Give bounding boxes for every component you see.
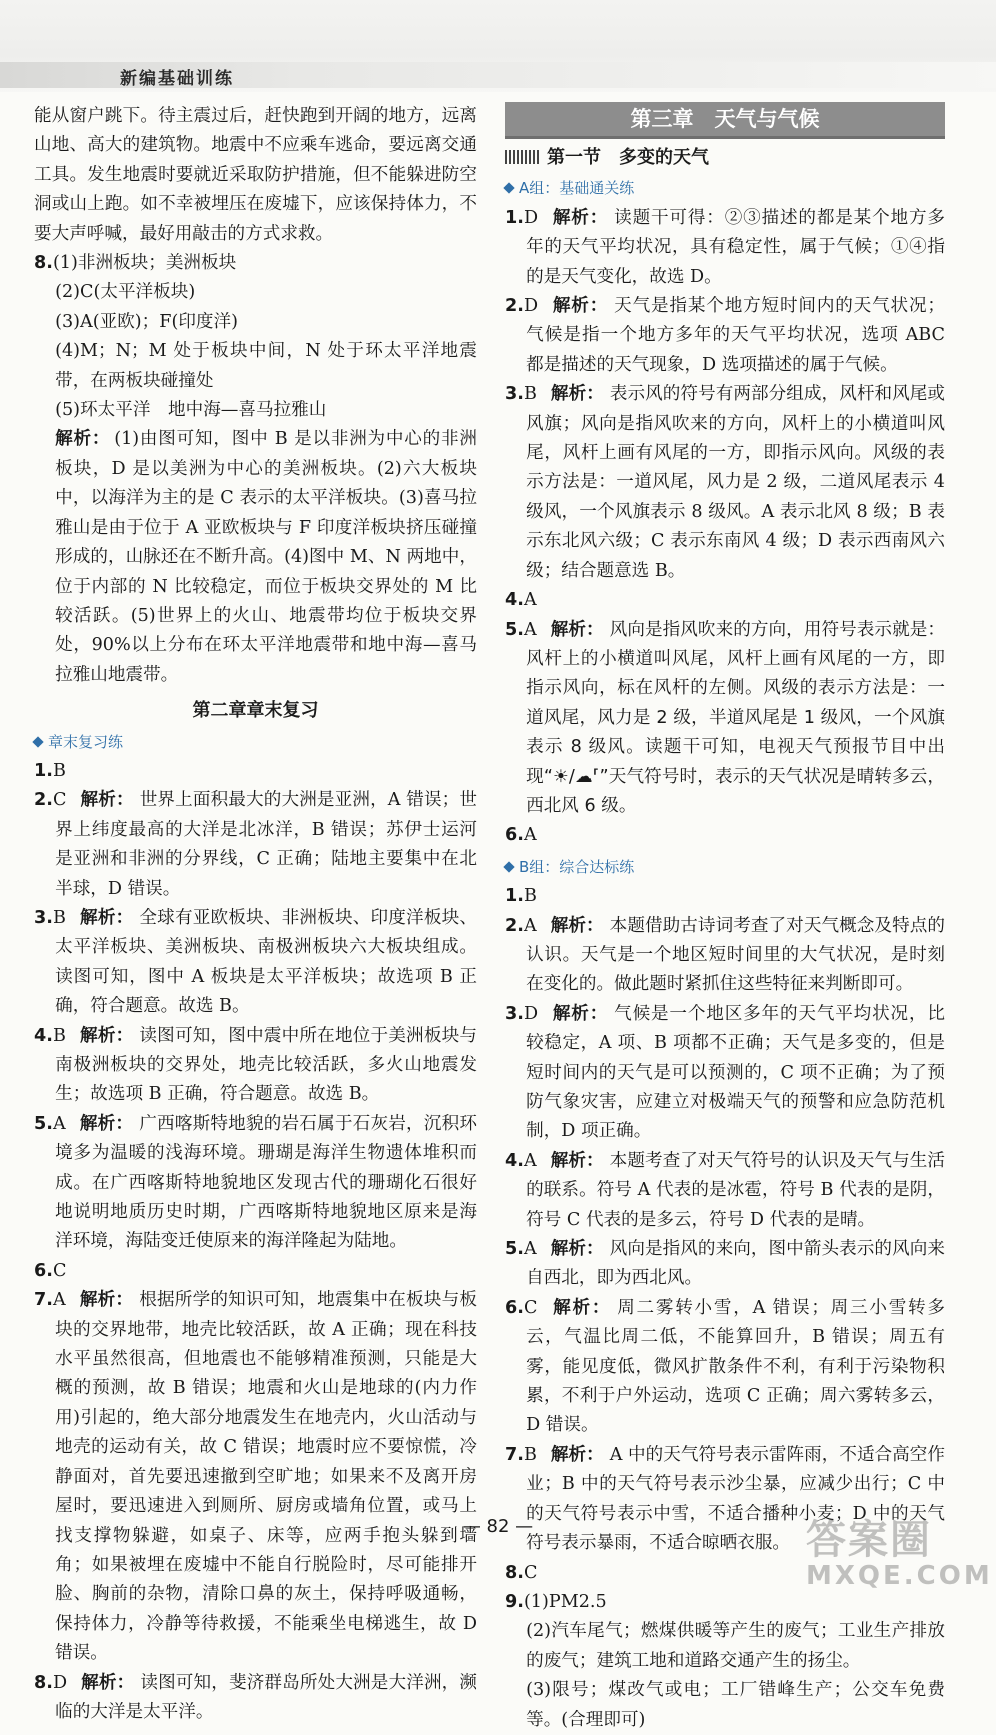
- chapter-title: 第三章 天气与气候: [505, 102, 945, 139]
- b-item: [505, 912, 945, 1000]
- item-answer: B: [52, 760, 66, 781]
- q9-part-2: (2)汽车尾气；燃煤供暖等产生的废气；工业生产排放的废气；建筑工地和道路交通产生的扬尘。: [526, 1621, 945, 1671]
- analysis-label: 解析：: [550, 915, 604, 936]
- q8-number: 8.: [34, 253, 53, 274]
- item-number: 4.: [505, 1150, 524, 1171]
- group-b-text: B组：综合达标练: [519, 857, 635, 876]
- item-answer: B: [523, 384, 537, 405]
- a-item: [505, 616, 945, 822]
- analysis-label: 解析：: [551, 1297, 612, 1318]
- q9-number: 9.: [505, 1591, 524, 1612]
- item-number: 6.: [34, 1260, 53, 1281]
- analysis-label: 解析：: [79, 1025, 134, 1046]
- chapter-review-title: 第二章章末复习: [192, 700, 319, 722]
- analysis-text: 读图可知，斐济群岛所处大洲是大洋洲，濒临的大洋是太平洋。: [55, 1672, 477, 1722]
- item-answer: A: [52, 1113, 66, 1134]
- q9-part-1: (1)PM2.5: [523, 1591, 607, 1612]
- review-item: [34, 1669, 477, 1728]
- item-number: 7.: [34, 1290, 53, 1311]
- analysis-text: 本题借助古诗词考查了对天气概念及特点的认识。天气是一个地区短时间里的大气状况，是时刻在变化的。做此题时紧抓住这些特征来判断即可。: [526, 915, 945, 995]
- item-number: 2.: [505, 296, 524, 317]
- item-answer: C: [523, 1562, 538, 1583]
- item-answer: B: [52, 907, 66, 928]
- analysis-label: 解析：: [550, 1444, 604, 1465]
- watermark-line-1: 答案圈: [806, 1517, 932, 1563]
- item-number: 2.: [505, 915, 524, 936]
- group-a-label: [505, 174, 945, 203]
- group-b-label: [505, 853, 945, 882]
- a-item: [505, 204, 945, 292]
- review-item: [34, 1257, 477, 1286]
- a-item: [505, 380, 945, 586]
- item-answer: D: [523, 296, 539, 317]
- b-item: [505, 1235, 945, 1294]
- analysis-label: 解析：: [80, 790, 134, 811]
- analysis-label: 解析：: [550, 384, 604, 405]
- a-item: [505, 821, 945, 850]
- analysis-label: 解析：: [552, 1003, 609, 1024]
- page-header-band: [0, 0, 996, 92]
- item-number: 1.: [505, 886, 524, 907]
- b-item: [505, 1147, 945, 1235]
- item-number: 8.: [505, 1562, 524, 1583]
- q8-part-4: (4)M；N；M 处于板块中间，N 处于环太平洋地震带，在两板块碰撞处: [55, 341, 477, 391]
- item-answer: D: [523, 1003, 539, 1024]
- review-item: [34, 1110, 477, 1257]
- item-number: 6.: [505, 1297, 524, 1318]
- item-number: 5.: [505, 1239, 524, 1260]
- a-item: [505, 586, 945, 615]
- item-number: 8.: [34, 1672, 53, 1693]
- item-answer: B: [52, 1025, 66, 1046]
- item-number: 3.: [505, 384, 524, 405]
- item-answer: D: [52, 1672, 68, 1693]
- item-answer: D: [523, 207, 539, 228]
- item-answer: C: [52, 1260, 67, 1281]
- item-number: 1.: [34, 760, 53, 781]
- q8-part-2: (2)C(太平洋板块): [55, 282, 196, 303]
- review-group-label: [34, 728, 477, 757]
- review-item: [34, 904, 477, 1022]
- analysis-text: A 中的天气符号表示雷阵雨，不适合高空作业；B 中的天气符号表示沙尘暴，应减少出行；C 中的天气符号表示中雪，不适合播种小麦；D 中的天气符号表示暴雨，不适合晾晒衣服。: [526, 1444, 945, 1554]
- watermark-logo: [806, 1508, 993, 1591]
- analysis-text: 广西喀斯特地貌的岩石属于石灰岩，沉积环境多为温暖的浅海环境。珊瑚是海洋生物遗体堆积而成。在广西喀斯特地貌地区发现古代的珊瑚化石很好地说明地质历史时期，广西喀斯特地貌地区原来是海洋环境，海陆变迁使原来的海洋隆起为陆地。: [55, 1113, 477, 1252]
- item-number: 4.: [34, 1025, 53, 1046]
- item-number: 6.: [505, 825, 524, 846]
- watermark-line-2: MXQE.COM: [806, 1561, 993, 1591]
- book-logo: 新编基础训练: [120, 69, 234, 89]
- analysis-label: 解析：: [79, 1290, 134, 1311]
- diamond-icon: [32, 736, 43, 747]
- item-number: 4.: [505, 590, 524, 611]
- item-answer: B: [523, 1444, 537, 1465]
- right-column: [505, 102, 945, 1735]
- analysis-text: 气候是一个地区多年的天气平均状况，比较稳定，A 项、B 项都不正确；天气是多变的，但是短时间内的天气是可以预测的，C 项不正确；为了预防气象灾害，应建立对极端天气的预警和应急防范机制，D 项正确。: [526, 1003, 945, 1142]
- item-answer: C: [52, 790, 67, 811]
- review-item: [34, 786, 477, 904]
- diamond-icon: [503, 183, 514, 194]
- stripes-icon: [505, 150, 539, 164]
- item-answer: B: [523, 886, 537, 907]
- item-answer: A: [523, 619, 537, 640]
- intro-paragraph: 能从窗户跳下。待主震过后，赶快跑到开阔的地方，远离山地、高大的建筑物。地震中不应乘车逃命，要远离交通工具。发生地震时要就近采取防护措施，但不能躲进防空洞或山上跑。如不幸被埋压在废墟下，应该保持体力，不要大声呼喊，最好用敲击的方式求救。: [34, 106, 477, 244]
- analysis-text: 全球有亚欧板块、非洲板块、印度洋板块、太平洋板块、美洲板块、南极洲板块六大板块组成。读图可知，图中 A 板块是太平洋板块；故选项 B 正确，符合题意。故选 B。: [55, 907, 477, 1017]
- analysis-text: 本题考查了对天气符号的认识及天气与生活的联系。符号 A 代表的是冰雹，符号 B 代表的是阴，符号 C 代表的是多云，符号 D 代表的是晴。: [526, 1150, 945, 1230]
- analysis-label: 解析：: [550, 1150, 604, 1171]
- analysis-text: 读题干可得：②③描述的都是某个地方多年的天气平均状况，具有稳定性，属于气候；①④指的是天气变化，故选 D。: [526, 207, 945, 287]
- item-number: 2.: [34, 790, 53, 811]
- analysis-label: 解析：: [550, 1239, 604, 1260]
- analysis-label: 解析：: [79, 907, 134, 928]
- review-items: [34, 757, 477, 1727]
- q8-part-1: (1)非洲板块；美洲板块: [52, 253, 237, 274]
- review-item: [34, 1286, 477, 1668]
- b-item: [505, 1000, 945, 1147]
- page-number: — 82 —: [462, 1516, 534, 1537]
- analysis-text: 根据所学的知识可知，地震集中在板块与板块的交界地带，地壳比较活跃，故 A 正确；现在科技水平虽然很高，但地震也不能够精准预测，只能是大概的预测，故 B 错误；地震和火山是地球的(内力作用)引起的，绝大部分地震发生在地壳内，火山活动与地壳的运动有关，故 C 错误；地震时应不要惊慌，冷静面对，首先要迅速撤到空旷地；如果来不及离开房屋时，要迅速进入到厕所、厨房或墙角位置，或马上找支撑物躲避，如桌子、床等，应两手抱头躲到墙角；如果被埋在废墟中不能自行脱险时，尽可能排开脸、胸前的杂物，清除口鼻的灰土，保持呼吸通畅，保持体力，冷静等待救援，不能乘坐电梯逃生，故 D 错误。: [55, 1290, 477, 1664]
- q9-part-3: (3)限号；煤改气或电；工厂错峰生产；公交车免费等。(合理即可): [526, 1680, 945, 1730]
- section-title-text: 第一节 多变的天气: [547, 147, 709, 168]
- group-a-items: [505, 204, 945, 851]
- item-answer: A: [523, 1150, 537, 1171]
- question-9: [505, 1588, 945, 1735]
- group-b-items: [505, 882, 945, 1735]
- item-answer: A: [523, 1239, 537, 1260]
- item-answer: C: [523, 1297, 538, 1318]
- analysis-label: 解析：: [552, 296, 609, 317]
- analysis-text: 天气是指某个地方短时间内的天气状况；气候是指一个地方多年的天气平均状况，选项 ABC 都是描述的天气现象，D 选项描述的属于气候。: [526, 296, 945, 375]
- item-number: 3.: [505, 1003, 524, 1024]
- analysis-text: 读图可知，图中震中所在地位于美洲板块与南极洲板块的交界处，地壳比较活跃，多火山地震发生；故选项 B 正确，符合题意。故选 B。: [55, 1025, 477, 1105]
- analysis-label: 解析：: [81, 1672, 135, 1693]
- analysis-text: 表示风的符号有两部分组成，风杆和风尾或风旗；风向是指风吹来的方向，风杆上的小横道叫风尾，风杆上画有风尾的一方，即指示风向。风级的表示方法是：一道风尾，风力是 2 级，二道风尾表示 4 级风，一个风旗表示 8 级风。A 表示北风 8 级；B 表示东北风六级；C 表示东南风 4 级；D 表示西南风六级；结合题意选 B。: [526, 384, 945, 581]
- analysis-text: 风向是指风吹来的方向，用符号表示就是：风杆上的小横道叫风尾，风杆上画有风尾的一方，即指示风向，标在风杆的左侧。风级的表示方法是：一道风尾，风力是 2 级，半道风尾是 1 级风，一个风旗表示 8 级风。读题干可知，电视天气预报节目中出现“☀/☁⸢”天气符号时，表示的天气状况是晴转多云，西北风 6 级。: [526, 619, 945, 816]
- item-number: 7.: [505, 1444, 524, 1465]
- analysis-label: 解析：: [79, 1113, 134, 1134]
- group-a-text: A组：基础通关练: [519, 179, 635, 198]
- review-group-text: 章末复习练: [48, 732, 124, 751]
- item-answer: A: [523, 825, 537, 846]
- analysis-label: 解析：: [552, 207, 609, 228]
- left-column: [34, 102, 477, 1727]
- b-item: [505, 1294, 945, 1441]
- q8-part-3: (3)A(亚欧)；F(印度洋): [55, 311, 238, 332]
- item-answer: A: [523, 590, 537, 611]
- item-number: 5.: [505, 619, 524, 640]
- question-8: [34, 249, 477, 690]
- q8-analysis-text: (1)由图可知，图中 B 是以非洲为中心的非洲板块，D 是以美洲为中心的美洲板块。(2)六大板块中，以海洋为主的是 C 表示的太平洋板块。(3)喜马拉雅山是由于位于 A 亚欧板块与 F 印度洋板块挤压碰撞形成的，山脉还在不断升高。(4)图中 M、N 两地中，位于内部的 N 比较稳定，而位于板块交界处的 M 比较活跃。(5)世界上的火山、地震带均位于板块交界处，90%以上分布在环太平洋地震带和地中海—喜马拉雅山地震带。: [55, 429, 477, 685]
- q8-part-5: (5)环太平洋 地中海—喜马拉雅山: [55, 400, 327, 421]
- item-number: 1.: [505, 207, 524, 228]
- analysis-label: 解析：: [550, 619, 604, 640]
- diamond-icon: [503, 861, 514, 872]
- analysis-text: 周二雾转小雪，A 错误；周三小雪转多云，气温比周二低，不能算回升，B 错误；周五有雾，能见度低，微风扩散条件不利，有利于污染物积累，不利于户外运动，选项 C 正确；周六雾转多云，D 错误。: [526, 1297, 945, 1436]
- analysis-text: 风向是指风的来向，图中箭头表示的风向来自西北，即为西北风。: [526, 1239, 945, 1289]
- item-answer: A: [523, 915, 537, 936]
- section-title: [505, 143, 945, 172]
- a-item: [505, 292, 945, 380]
- item-number: 3.: [34, 907, 53, 928]
- item-number: 5.: [34, 1113, 53, 1134]
- b-item: [505, 882, 945, 911]
- q8-analysis-label: 解析：: [55, 429, 111, 450]
- analysis-text: 世界上面积最大的大洲是亚洲，A 错误；世界上纬度最高的大洋是北冰洋，B 错误；苏伊士运河是亚洲和非洲的分界线，C 正确；陆地主要集中在北半球，D 错误。: [55, 790, 477, 899]
- review-item: [34, 757, 477, 786]
- review-item: [34, 1022, 477, 1110]
- item-answer: A: [52, 1290, 66, 1311]
